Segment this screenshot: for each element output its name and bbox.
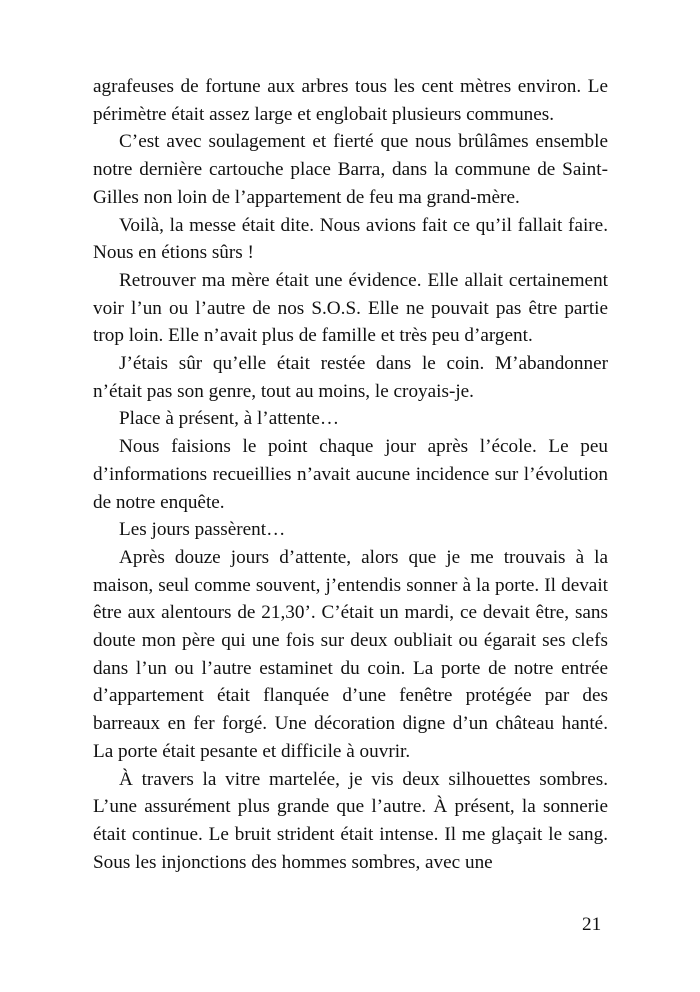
paragraph: J’étais sûr qu’elle était restée dans le coin. M’abandonner n’était pas son genre, tout au moins, le croyais-je. [93,353,608,402]
paragraph: Nous faisions le point chaque jour après l’école. Le peu d’informations recueillies n’avait aucune incidence sur l’évolution de notre enquête. [93,436,608,513]
paragraph-continuation: agrafeuses de fortune aux arbres tous les cent mètres environ. Le périmètre était assez large et englobait plusieurs communes. [93,76,608,125]
page-number: 21 [582,914,602,935]
paragraph: Retrouver ma mère était une évidence. Elle allait certainement voir l’un ou l’autre de nos S.O.S. Elle ne pouvait pas être partie trop loin. Elle n’avait plus de famille et très peu d’argent. [93,269,608,347]
paragraph: Voilà, la messe était dite. Nous avions fait ce qu’il fallait faire. Nous en étions sûrs ! [93,214,608,264]
paragraph: Après douze jours d’attente, alors que je me trouvais à la maison, seul comme souvent, j’entendis sonner à la porte. Il devait être aux alentours de 21,30’. C’était un mardi, ce devait être, sans doute mon père qui une fois sur deux oubliait ou égarait ses clefs dans l’un ou l’autre estaminet du coin. La porte de notre entrée d’appartement était flanquée d’une fenêtre protégée par des barreaux en fer forgé. Une décoration digne d’un château hanté. La porte était pesante et difficile à ouvrir. [93,546,608,762]
paragraph: C’est avec soulagement et fierté que nous brûlâmes ensemble notre dernière cartouche place Barra, dans la commune de Saint-Gilles non loin de l’appartement de feu ma grand-mère. [93,131,608,208]
paragraph: Place à présent, à l’attente… [119,408,340,430]
page-body-text [93,73,608,876]
paragraph: À travers la vitre martelée, je vis deux silhouettes sombres. L’une assurément plus grande que l’autre. À présent, la sonnerie était continue. Le bruit strident était intense. Il me glaçait le sang. Sous les injonctions des hommes sombres, avec une [93,768,608,873]
paragraph: Les jours passèrent… [119,519,286,541]
